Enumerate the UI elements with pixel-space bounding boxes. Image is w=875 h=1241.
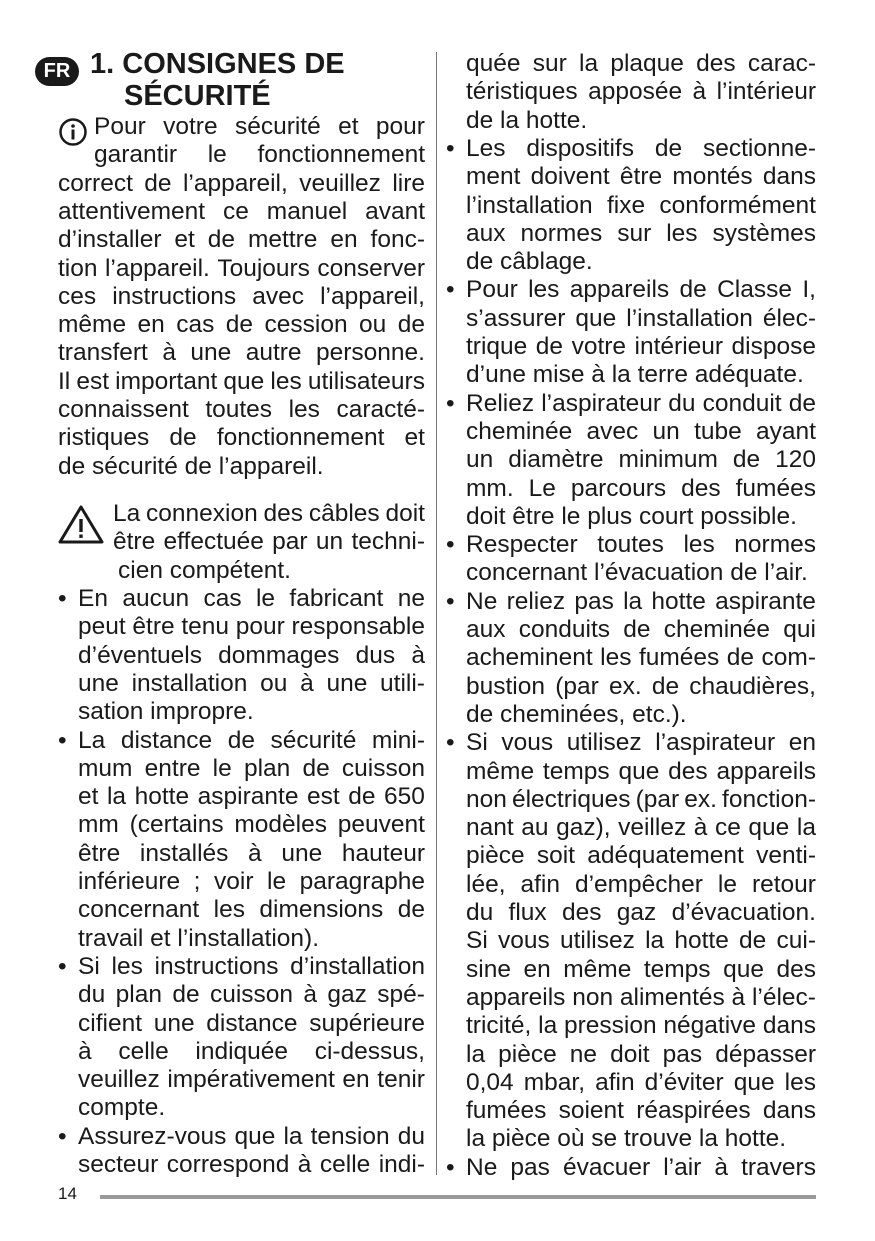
page-number: 14 bbox=[58, 1184, 77, 1203]
intro-line: transfert à une autre personne. bbox=[58, 339, 425, 367]
bullet-marker: • bbox=[58, 726, 67, 754]
right-bullet-line: tricité, la pression négative dans bbox=[466, 1012, 816, 1040]
section-title-line1: CONSIGNES DE bbox=[122, 48, 345, 80]
intro-line: même en cas de cession ou de bbox=[58, 311, 425, 339]
intro-line: connaissent toutes les caracté- bbox=[58, 396, 425, 423]
left-bullet-line: inférieure ; voir le paragraphe bbox=[78, 868, 425, 895]
bullet-marker: • bbox=[446, 134, 455, 162]
right-bullet-line: Ne pas évacuer l’air à travers bbox=[466, 1153, 816, 1181]
warning-icon bbox=[58, 504, 104, 544]
intro-line: Pour votre sécurité et pour bbox=[94, 113, 425, 140]
footer-rule bbox=[100, 1195, 816, 1199]
warning-line: cien compétent. bbox=[118, 556, 291, 584]
intro-line: Il est important que les utilisateurs bbox=[58, 367, 425, 395]
right-bullet-line: Pour les appareils de Classe I, bbox=[466, 276, 816, 304]
intro-line: de sécurité de l’appareil. bbox=[58, 452, 324, 480]
left-bullet-line: compte. bbox=[78, 1094, 166, 1122]
left-bullet-line: concernant les dimensions de bbox=[78, 896, 425, 924]
right-bullet-line: un diamètre minimum de 120 bbox=[466, 446, 816, 474]
right-bullet-line: de câblage. bbox=[466, 248, 593, 276]
bullet-marker: • bbox=[446, 1153, 455, 1181]
left-bullet-line: être installés à une hauteur bbox=[78, 839, 425, 867]
intro-line: ces instructions avec l’appareil, bbox=[58, 282, 425, 310]
left-bullet-line: Si les instructions d’installation bbox=[78, 952, 425, 980]
info-icon bbox=[58, 117, 88, 147]
right-bullet-line: doit être le plus court possible. bbox=[466, 502, 797, 530]
right-bullet-line: aux normes sur les systèmes bbox=[466, 219, 816, 247]
left-bullet-line: une installation ou à une utili- bbox=[78, 669, 425, 697]
left-bullet-line: peut être tenu pour responsable bbox=[78, 613, 425, 641]
left-bullet-line: mum entre le plan de cuisson bbox=[78, 754, 425, 782]
bullet-marker: • bbox=[446, 587, 455, 615]
left-bullet-line: La distance de sécurité mini- bbox=[78, 726, 425, 754]
right-bullet-line: de cheminées, etc.). bbox=[466, 700, 687, 728]
left-bullet-line: veuillez impérativement en tenir bbox=[78, 1066, 425, 1094]
left-bullet-line: En aucun cas le fabricant ne bbox=[78, 585, 425, 612]
right-bullet-line: sine en même temps que des bbox=[466, 955, 816, 983]
bullet-marker: • bbox=[58, 952, 67, 980]
left-bullet-line: Assurez-vous que la tension du bbox=[78, 1122, 425, 1150]
right-bullet-line: appareils non alimentés à l’élec- bbox=[466, 983, 816, 1011]
warning-line: être effectuée par un techni- bbox=[113, 528, 425, 556]
right-bullet-line: bustion (par ex. de chaudières, bbox=[466, 672, 816, 700]
left-bullet-line: travail et l’installation). bbox=[78, 924, 320, 952]
right-bullet-line: non électriques (par ex. fonction- bbox=[466, 785, 816, 813]
warning-line: La connexion des câbles doit bbox=[113, 500, 425, 527]
left-bullet-line: à celle indiquée ci-dessus, bbox=[78, 1037, 425, 1065]
lang-badge: FR bbox=[35, 57, 79, 86]
intro-line: garantir le fonctionnement bbox=[94, 141, 425, 169]
bullet-marker: • bbox=[58, 1122, 67, 1150]
right-continuation-line: quée sur la plaque des carac- bbox=[466, 50, 816, 77]
right-bullet-line: Si vous utilisez l’aspirateur en bbox=[466, 729, 816, 757]
right-bullet-line: Reliez l’aspirateur du conduit de bbox=[466, 389, 816, 417]
bullet-marker: • bbox=[58, 585, 67, 612]
intro-line: correct de l’appareil, veuillez lire bbox=[58, 169, 425, 197]
right-bullet-line: fumées soient réaspirées dans bbox=[466, 1097, 816, 1125]
left-bullet-line: secteur correspond à celle indi- bbox=[78, 1151, 425, 1178]
right-bullet-line: Les dispositifs de sectionne- bbox=[466, 134, 816, 162]
left-bullet-line: sation impropre. bbox=[78, 698, 254, 726]
section-title bbox=[90, 48, 345, 112]
right-bullet-line: Ne reliez pas la hotte aspirante bbox=[466, 587, 816, 615]
right-continuation-line: téristiques apposée à l’intérieur bbox=[466, 78, 816, 106]
right-bullet-line: pièce soit adéquatement venti- bbox=[466, 842, 816, 870]
right-bullet-line: ment doivent être montés dans bbox=[466, 163, 816, 191]
right-bullet-line: d’une mise à la terre adéquate. bbox=[466, 361, 804, 389]
right-bullet-line: Si vous utilisez la hotte de cui- bbox=[466, 927, 816, 955]
right-bullet-line: trique de votre intérieur dispose bbox=[466, 333, 816, 360]
right-bullet-line: la pièce où se trouve la hotte. bbox=[466, 1125, 787, 1153]
right-bullet-line: du flux des gaz d’évacuation. bbox=[466, 899, 816, 926]
column-divider bbox=[436, 52, 437, 1175]
intro-line: d’installer et de mettre en fonc- bbox=[58, 226, 425, 254]
left-bullet-line: mm (certains modèles peuvent bbox=[78, 811, 425, 839]
right-continuation-line: de la hotte. bbox=[466, 106, 588, 134]
right-bullet-line: s’assurer que l’installation élec- bbox=[466, 304, 816, 332]
right-bullet-line: la pièce ne doit pas dépasser bbox=[466, 1040, 816, 1068]
right-bullet-line: Respecter toutes les normes bbox=[466, 531, 816, 559]
right-bullet-line: mm. Le parcours des fumées bbox=[466, 474, 816, 502]
right-bullet-line: concernant l’évacuation de l’air. bbox=[466, 559, 808, 587]
bullet-marker: • bbox=[446, 729, 455, 757]
left-bullet-line: du plan de cuisson à gaz spé- bbox=[78, 981, 425, 1009]
right-bullet-line: 0,04 mbar, afin d’éviter que les bbox=[466, 1068, 816, 1096]
right-bullet-line: nant au gaz), veillez à ce que la bbox=[466, 814, 816, 842]
right-bullet-line: acheminent les fumées de com- bbox=[466, 644, 816, 672]
right-bullet-line: cheminée avec un tube ayant bbox=[466, 417, 816, 445]
bullet-marker: • bbox=[446, 276, 455, 304]
left-bullet-line: d’éventuels dommages dus à bbox=[78, 641, 425, 669]
bullet-marker: • bbox=[446, 389, 455, 417]
intro-line: ristiques de fonctionnement et bbox=[58, 424, 425, 452]
right-bullet-line: lée, afin d’empêcher le retour bbox=[466, 870, 816, 898]
intro-line: attentivement ce manuel avant bbox=[58, 197, 425, 225]
section-title-line2: SÉCURITÉ bbox=[124, 80, 271, 112]
section-number: 1. bbox=[90, 48, 115, 80]
intro-line: tion l’appareil. Toujours conserver bbox=[58, 254, 425, 282]
right-bullet-line: l’installation fixe conformément bbox=[466, 191, 816, 219]
left-bullet-line: et la hotte aspirante est de 650 bbox=[78, 783, 425, 811]
right-bullet-line: même temps que des appareils bbox=[466, 757, 816, 785]
left-bullet-line: cifient une distance supérieure bbox=[78, 1009, 425, 1037]
right-bullet-line: aux conduits de cheminée qui bbox=[466, 616, 816, 643]
bullet-marker: • bbox=[446, 531, 455, 559]
